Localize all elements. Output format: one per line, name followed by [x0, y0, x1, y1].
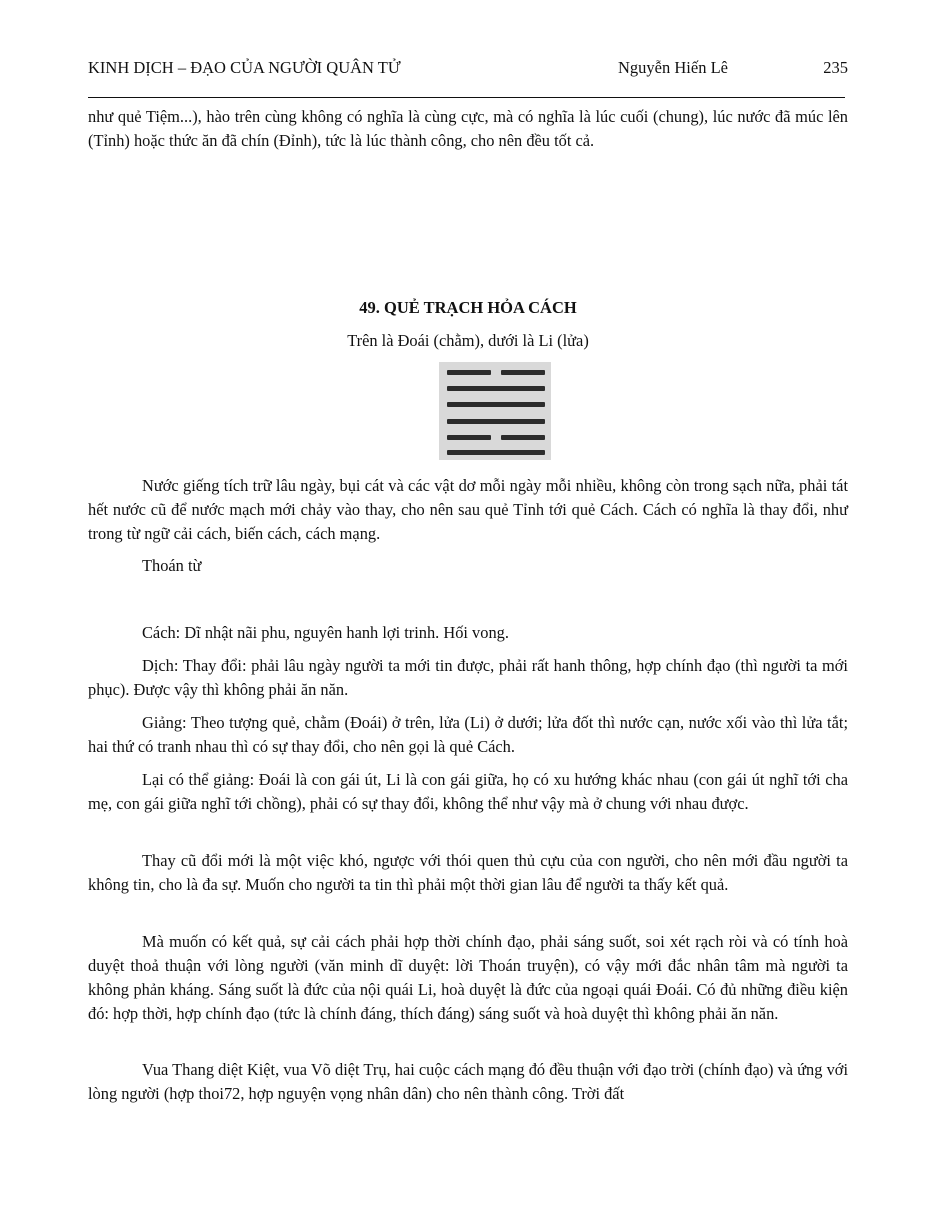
thoan-tu-heading: Thoán từ — [142, 556, 202, 575]
section-title: 49. QUẺ TRẠCH HỎA CÁCH — [359, 298, 577, 317]
body-paragraph-ket-qua: Mà muốn có kết quả, sự cải cách phải hợp thời chính đạo, phải sáng suốt, soi xét rạch ròi và có tính hoà duyệt thoả thuận với lòng người (văn minh dĩ duyệt: lời Thoán truyện), có vậy mới đắc nhân tâm mà người ta không phản kháng. Sáng suốt là đức của nội quái Li, hoà duyệt là đức của ngoại quái Đoái. Có đủ những điều kiện đó: hợp thời, hợp chính đạo (tức là chính đáng, thích đáng) sáng suốt và hoà duyệt thì không phải ăn năn. — [88, 932, 848, 1023]
body-paragraph-giang: Giảng: Theo tượng quẻ, chằm (Đoái) ở trên, lửa (Li) ở dưới; lửa đốt thì nước cạn, nước xối vào thì lửa tắt; hai thứ có tranh nhau thì có sự thay đổi, cho nên gọi là quẻ Cách. — [88, 713, 848, 756]
hexagram-line-6-solid — [447, 450, 545, 455]
hexagram-line-1-broken — [447, 370, 545, 375]
page-header — [88, 58, 848, 80]
body-paragraph-cach: Cách: Dĩ nhật nãi phu, nguyên hanh lợi trinh. Hối vong. — [142, 623, 509, 642]
body-paragraph-1: Nước giếng tích trữ lâu ngày, bụi cát và các vật dơ mỗi ngày mỗi nhiều, không còn trong sạch nữa, phải tát hết nước cũ để nước mạch mới chảy vào thay, cho nên sau quẻ Tỉnh tới quẻ Cách. Cách có nghĩa là thay đổi, như trong từ ngữ cải cách, biến cách, cách mạng. — [88, 476, 848, 543]
page-number: 235 — [823, 58, 848, 77]
hexagram-line-2-solid — [447, 386, 545, 391]
hexagram-line-3-solid — [447, 402, 545, 407]
section-subtitle: Trên là Đoái (chằm), dưới là Li (lửa) — [347, 331, 589, 350]
body-paragraph-lai-giang: Lại có thể giảng: Đoái là con gái út, Li là con gái giữa, họ có xu hướng khác nhau (con gái út nghĩ tới cha mẹ, con gái giữa nghĩ tới chồng), phải có sự thay đổi, không thể như vậy mà ở chung với nhau được. — [88, 770, 848, 813]
hexagram-line-4-solid — [447, 419, 545, 424]
body-paragraph-thay-cu: Thay cũ đổi mới là một việc khó, ngược với thói quen thủ cựu của con người, cho nên mới đầu người ta không tin, cho là đa sự. Muốn cho người ta tin thì phải một thời gian lâu để người ta thấy kết quả. — [88, 851, 848, 894]
hexagram-figure — [439, 362, 551, 460]
body-paragraph-vua-thang: Vua Thang diệt Kiệt, vua Võ diệt Trụ, hai cuộc cách mạng đó đều thuận với đạo trời (chính đạo) và ứng với lòng người (hợp thoi72, hợp nguyện vọng nhân dân) cho nên thành công. Trời đất — [88, 1060, 848, 1103]
intro-paragraph: như quẻ Tiệm...), hào trên cùng không có nghĩa là cùng cực, mà có nghĩa là lúc cuối (chung), lúc nước đã múc lên (Tỉnh) hoặc thức ăn đã chín (Đỉnh), tức là lúc thành công, cho nên đều tốt cả. — [88, 107, 848, 150]
body-paragraph-dich: Dịch: Thay đổi: phải lâu ngày người ta mới tin được, phải rất hanh thông, hợp chính đạo (thì người ta mới phục). Được vậy thì không phải ăn năn. — [88, 656, 848, 699]
header-rule — [88, 97, 845, 98]
hexagram-line-5-broken — [447, 435, 545, 440]
author-name: Nguyễn Hiến Lê — [618, 58, 728, 77]
book-title: KINH DỊCH – ĐẠO CỦA NGƯỜI QUÂN TỬ — [88, 58, 401, 77]
